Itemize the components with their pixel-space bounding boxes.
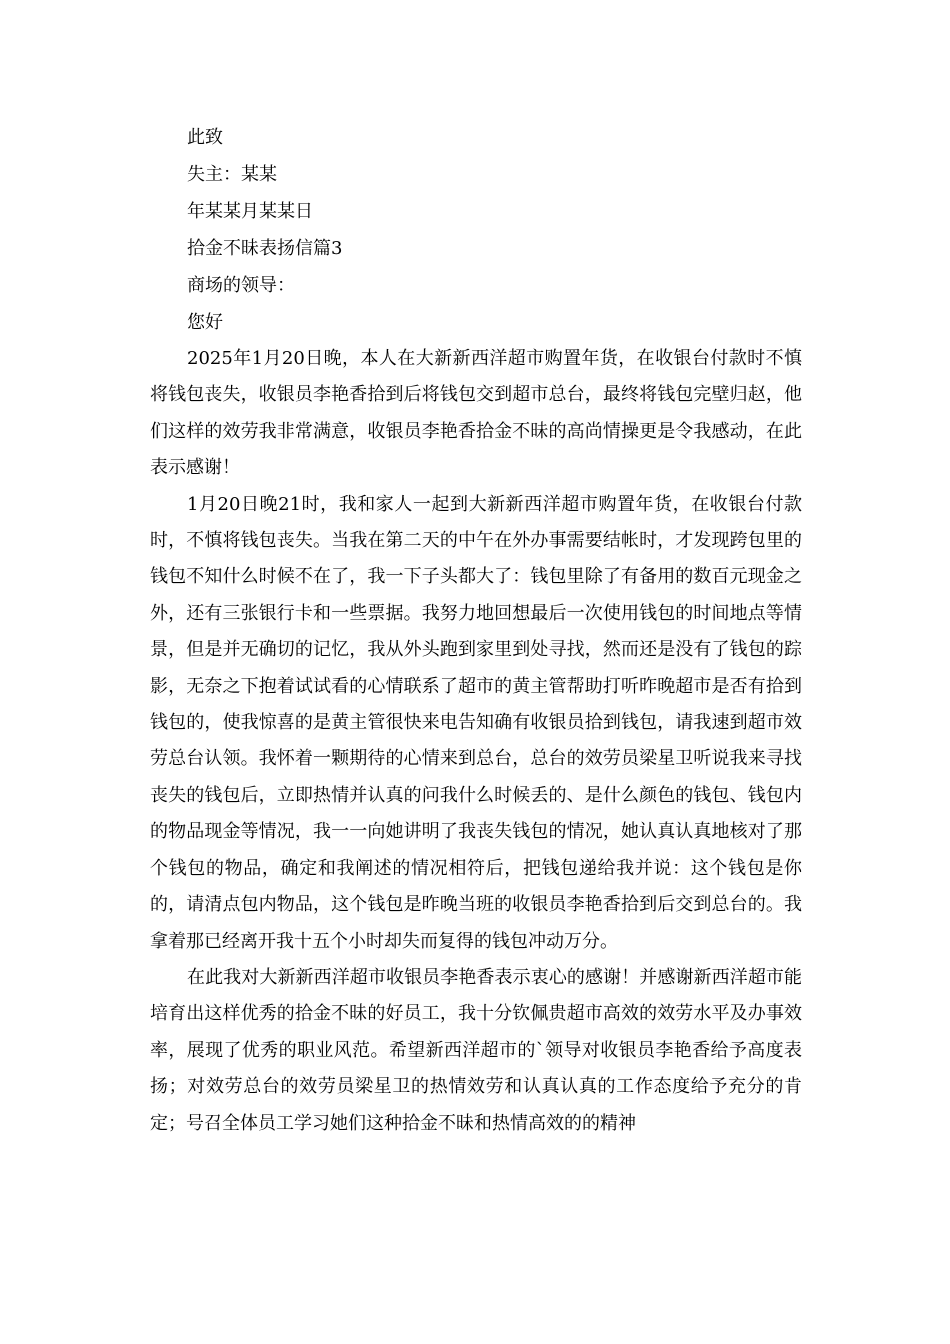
signature-date: 年某某月某某日 [187, 201, 313, 222]
signature-owner: 失主：某某 [187, 164, 277, 185]
document-body [150, 119, 802, 1142]
section-title: 拾金不昧表扬信篇3 [187, 238, 343, 259]
salutation: 商场的领导： [187, 275, 295, 296]
paragraph-incident-summary: 2025年1月20日晚，本人在大新新西洋超市购置年货，在收银台付款时不慎将钱包丧失，收银员李艳香拾到后将钱包交到超市总台，最终将钱包完壁归赵，他们这样的效劳我非常满意，收银员李艳香拾金不昧的高尚情操更是令我感动，在此表示感谢！ [150, 348, 802, 479]
paragraph-thanks: 在此我对大新新西洋超市收银员李艳香表示衷心的感谢！并感谢新西洋超市能培育出这样优秀的拾金不昧的好员工，我十分钦佩贵超市高效的效劳水平及办事效率，展现了优秀的职业风范。希望新西洋超市的`领导对收银员李艳香给予高度表扬；对效劳总台的效劳员梁星卫的热情效劳和认真认真的工作态度给予充分的肯定；号召全体员工学习她们这种拾金不昧和热情高效的的精神 [150, 966, 802, 1134]
greeting: 您好 [187, 312, 223, 333]
paragraph-incident-details: 1月20日晚21时，我和家人一起到大新新西洋超市购置年货，在收银台付款时，不慎将钱包丧失。当我在第二天的中午在外办事需要结帐时，才发现跨包里的钱包不知什么时候不在了，我一下子头都大了：钱包里除了有备用的数百元现金之外，还有三张银行卡和一些票据。我努力地回想最后一次使用钱包的时间地点等情景，但是并无确切的记忆，我从外头跑到家里到处寻找，然而还是没有了钱包的踪影，无奈之下抱着试试看的心情联系了超市的黄主管帮助打听昨晚超市是否有拾到钱包的，使我惊喜的是黄主管很快来电告知确有收银员拾到钱包，请我速到超市效劳总台认领。我怀着一颗期待的心情来到总台，总台的效劳员梁星卫听说我来寻找丧失的钱包后，立即热情并认真的问我什么时候丢的、是什么颜色的钱包、钱包内的物品现金等情况，我一一向她讲明了我丧失钱包的情况，她认真认真地核对了那个钱包的物品，确定和我阐述的情况相符后，把钱包递给我并说：这个钱包是你的，请清点包内物品，这个钱包是昨晚当班的收银员李艳香拾到后交到总台的。我拿着那已经离开我十五个小时却失而复得的钱包冲动万分。 [150, 493, 802, 952]
closing-line: 此致 [187, 127, 223, 148]
